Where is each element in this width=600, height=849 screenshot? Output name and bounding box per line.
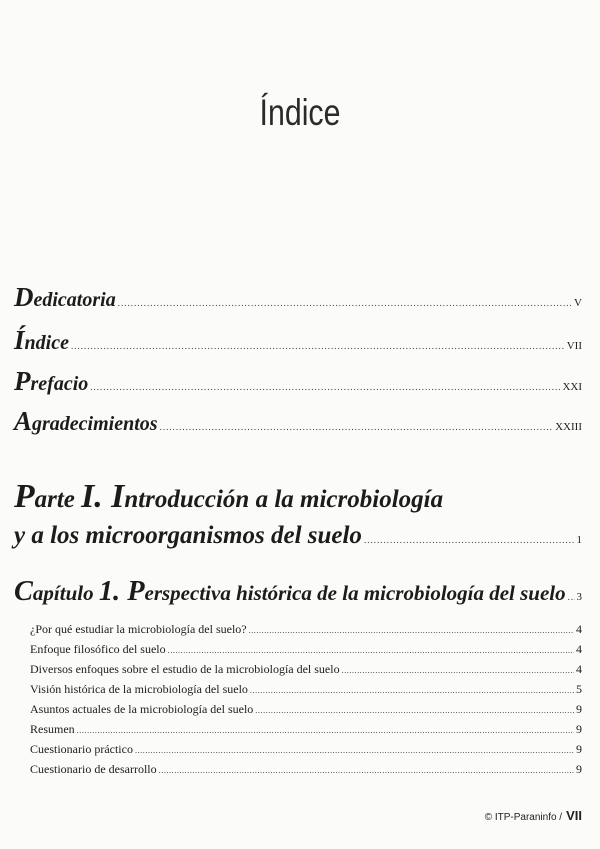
toc-page-number: 4 <box>576 642 582 656</box>
section-label: Cuestionario práctico <box>30 742 133 756</box>
publisher-credit: © ITP-Paraninfo / <box>484 812 563 823</box>
section-label: Asuntos actuales de la microbiología del suelo <box>30 702 254 716</box>
toc-page-number: 4 <box>576 662 582 676</box>
folio-page-number: VII <box>566 808 582 823</box>
dot-leader <box>135 746 574 755</box>
toc-entry-part-1[interactable] <box>14 522 582 550</box>
page-footer <box>485 808 582 823</box>
dot-leader <box>77 726 574 735</box>
toc-entry-label: Índice <box>14 325 69 355</box>
toc-page-number: 9 <box>576 742 582 756</box>
toc-entry-agradecimientos[interactable] <box>14 406 582 437</box>
dot-leader <box>168 646 574 655</box>
section-label: Cuestionario de desarrollo <box>30 762 157 776</box>
toc-section-entry[interactable] <box>30 722 582 737</box>
dot-leader <box>159 766 574 775</box>
section-label: Enfoque filosófico del suelo <box>30 642 166 656</box>
dot-leader <box>71 341 565 351</box>
part-title-line2: y a los microorganismos del suelo <box>14 522 362 549</box>
toc-entry-label: Dedicatoria <box>14 282 116 312</box>
toc-page-number: VII <box>566 340 582 352</box>
part-title-line1: Parte I. Introducción a la microbiología <box>14 478 444 515</box>
toc-section-entry[interactable] <box>30 702 582 717</box>
toc-page-number: XXI <box>562 381 582 393</box>
dot-leader <box>255 706 574 715</box>
dot-leader <box>364 535 575 545</box>
section-label: ¿Por qué estudiar la microbiología del suelo? <box>30 622 247 636</box>
dot-leader <box>160 422 554 432</box>
toc-part-heading-line1 <box>14 478 582 516</box>
dot-leader <box>250 686 574 695</box>
toc-section-entry[interactable] <box>30 682 582 697</box>
toc-page-number: 5 <box>576 682 582 696</box>
dot-leader <box>249 626 574 635</box>
toc-page-number: 4 <box>576 622 582 636</box>
page-title: Índice <box>259 92 341 133</box>
section-label: Diversos enfoques sobre el estudio de la microbiología del suelo <box>30 662 340 676</box>
dot-leader <box>90 382 560 392</box>
dot-leader <box>342 666 574 675</box>
toc-page-number: 9 <box>576 722 582 736</box>
toc-page-number: 9 <box>576 702 582 716</box>
toc-page-number: 1 <box>576 534 582 546</box>
dot-leader <box>568 592 575 602</box>
toc-entry-chapter-1[interactable] <box>14 576 582 608</box>
toc-entry-dedicatoria[interactable] <box>14 282 582 313</box>
toc-page-number: V <box>574 297 582 309</box>
toc-page-number: 3 <box>576 591 582 603</box>
toc-section-entry[interactable] <box>30 642 582 657</box>
toc-section-entry[interactable] <box>30 622 582 637</box>
toc-entry-indice[interactable] <box>14 325 582 356</box>
toc-section-entry[interactable] <box>30 662 582 677</box>
toc-page-number: XXIII <box>555 421 582 433</box>
toc-section-entry[interactable] <box>30 742 582 757</box>
toc-section-entry[interactable] <box>30 762 582 777</box>
toc-entry-label: Agradecimientos <box>14 406 158 436</box>
toc-entry-label: Prefacio <box>14 366 89 396</box>
dot-leader <box>118 298 572 308</box>
section-label: Visión histórica de la microbiología del suelo <box>30 682 248 696</box>
section-label: Resumen <box>30 722 75 736</box>
chapter-title: Capítulo 1. Perspectiva histórica de la microbiología del suelo <box>14 576 566 607</box>
toc-page-number: 9 <box>576 762 582 776</box>
toc-entry-prefacio[interactable] <box>14 366 582 397</box>
